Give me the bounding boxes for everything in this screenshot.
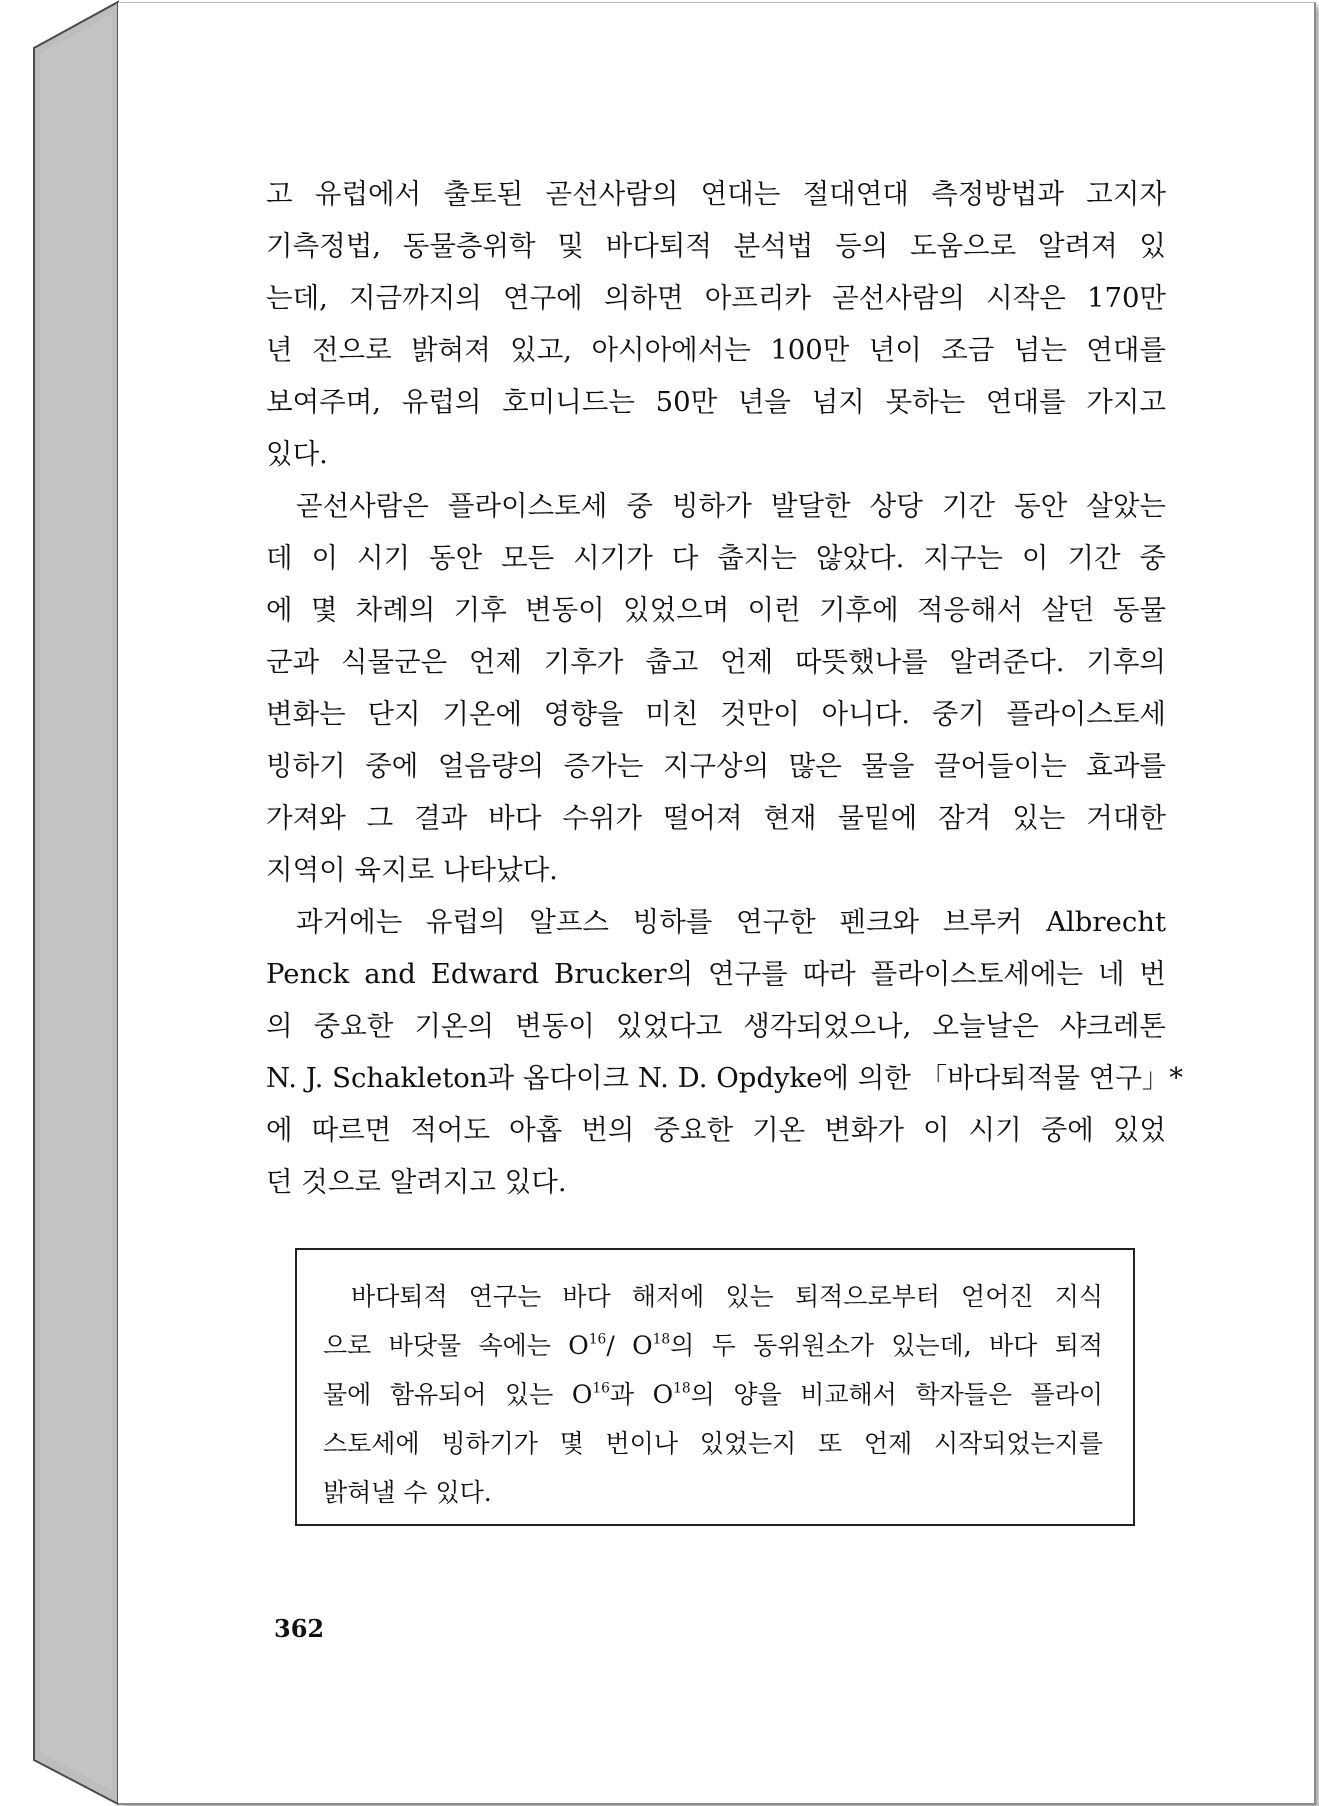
isotope-superscript: 16 (592, 1380, 610, 1397)
isotope-superscript: 16 (588, 1331, 607, 1348)
isotope-superscript: 18 (673, 1380, 691, 1397)
text-line: 가져와 그 결과 바다 수위가 떨어져 현재 물밑에 잠겨 있는 거대한 (266, 802, 1166, 834)
text-line: 의 중요한 기온의 변동이 있었다고 생각되었으나, 오늘날은 샤크레톤 (266, 1010, 1166, 1042)
note-line: 스토세에 빙하기가 몇 번이나 있었는지 또 언제 시작되었는지를 (323, 1429, 1103, 1458)
text-line: 에 따르면 적어도 아홉 번의 중요한 기온 변화가 이 시기 중에 있었 (266, 1114, 1166, 1146)
note-line: 밝혀낼 수 있다. (323, 1478, 492, 1507)
text-line: 년 전으로 밝혀져 있고, 아시아에서는 100만 년이 조금 넘는 연대를 (266, 334, 1166, 366)
text-line: 데 이 시기 동안 모든 시기가 다 춥지는 않았다. 지구는 이 기간 중 (266, 542, 1166, 574)
text-line: 군과 식물군은 언제 기후가 춥고 언제 따뜻했나를 알려준다. 기후의 (266, 646, 1166, 678)
text-line: 있다. (266, 438, 328, 470)
note-text: 물에 함유되어 있는 O (323, 1380, 593, 1409)
note-text: 으로 바닷물 속에는 O (323, 1331, 589, 1360)
note-text: 의 양을 비교해서 학자들은 플라이 (690, 1380, 1103, 1409)
text-line: 보여주며, 유럽의 호미니드는 50만 년을 넘지 못하는 연대를 가지고 (266, 386, 1166, 418)
text-line: 는데, 지금까지의 연구에 의하면 아프리카 곧선사람의 시작은 170만 (266, 282, 1166, 314)
note-text: / O (606, 1331, 653, 1360)
text-line: 곧선사람은 플라이스토세 중 빙하가 발달한 상당 기간 동안 살았는 (296, 490, 1166, 522)
text-line: 빙하기 중에 얼음량의 증가는 지구상의 많은 물을 끌어들이는 효과를 (266, 750, 1166, 782)
text-line: 기측정법, 동물층위학 및 바다퇴적 분석법 등의 도움으로 알려져 있 (266, 230, 1166, 262)
text-line: 고 유럽에서 출토된 곧선사람의 연대는 절대연대 측정방법과 고지자 (266, 178, 1166, 210)
note-line: 바다퇴적 연구는 바다 해저에 있는 퇴적으로부터 얻어진 지식 (351, 1282, 1103, 1311)
text-line: 던 것으로 알려지고 있다. (266, 1166, 567, 1198)
paragraph (266, 480, 1166, 896)
text-line: Penck and Edward Brucker의 연구를 따라 플라이스토세에는 네 번 (266, 958, 1166, 990)
paragraph (266, 168, 1166, 480)
text-line: 변화는 단지 기온에 영향을 미친 것만이 아니다. 중기 플라이스토세 (266, 698, 1166, 730)
page-number: 362 (274, 1614, 325, 1643)
paragraph (266, 896, 1184, 1208)
note-line (323, 1370, 1103, 1419)
note-text: 과 O (609, 1380, 674, 1409)
isotope-superscript: 18 (652, 1331, 671, 1348)
footnote-box (295, 1248, 1135, 1526)
text-line: 과거에는 유럽의 알프스 빙하를 연구한 펜크와 브루커 Albrecht (296, 906, 1166, 938)
note-line (323, 1321, 1103, 1370)
text-line: 지역이 육지로 나타났다. (266, 854, 558, 886)
text-line: N. J. Schakleton과 옵다이크 N. D. Opdyke에 의한 「바다퇴적물 연구」* (266, 1062, 1184, 1094)
body-text (266, 168, 1184, 1208)
text-line: 에 몇 차례의 기후 변동이 있었으며 이런 기후에 적응해서 살던 동물 (266, 594, 1166, 626)
note-text: 의 두 동위원소가 있는데, 바다 퇴적 (670, 1331, 1103, 1360)
